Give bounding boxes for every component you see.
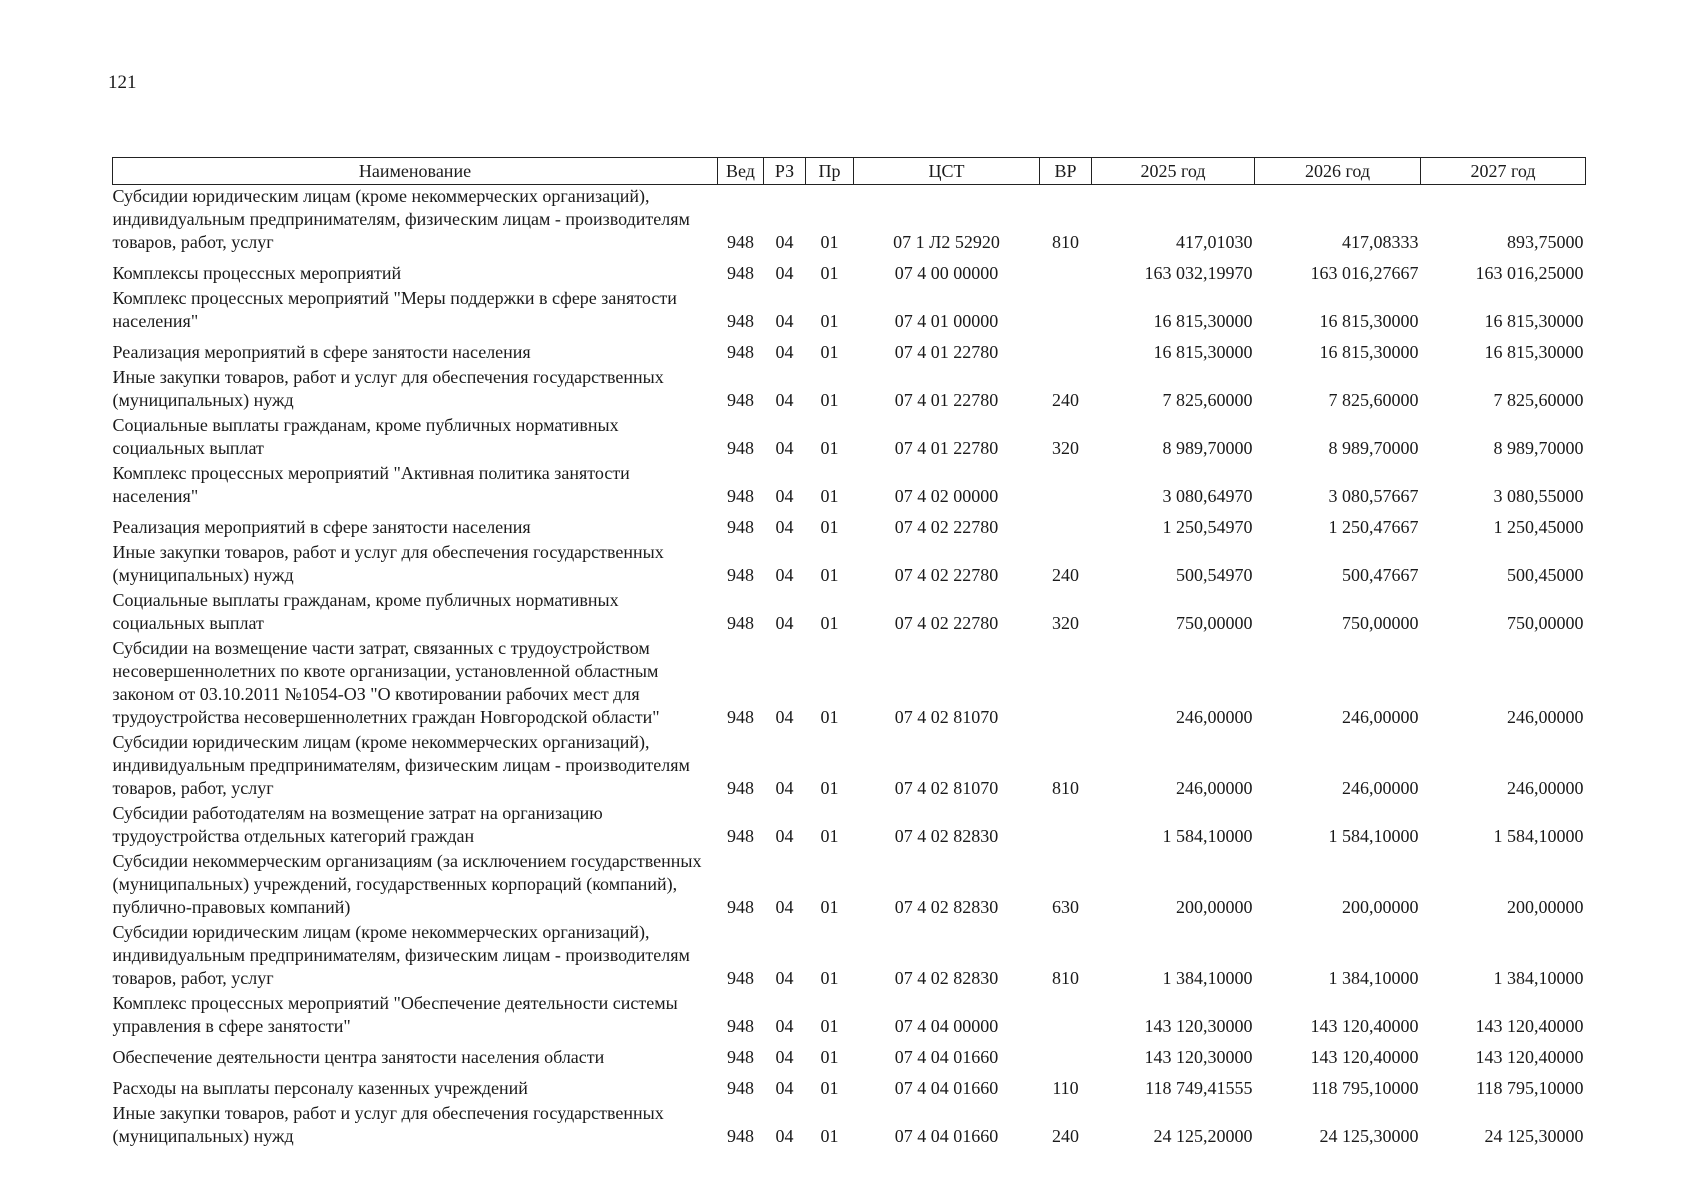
cell-2027: 7 825,60000	[1493, 390, 1584, 410]
table-row	[113, 287, 1586, 335]
cell-2027: 143 120,40000	[1475, 1016, 1584, 1036]
cell-ved: 948	[727, 826, 754, 846]
cell-2025: 163 032,19970	[1144, 263, 1253, 283]
cell-cst: 07 4 04 00000	[894, 1016, 999, 1036]
cell-2027: 16 815,30000	[1484, 342, 1584, 362]
cell-ved: 948	[727, 1078, 754, 1098]
cell-2026: 200,00000	[1342, 897, 1419, 917]
cell-pr: 01	[820, 565, 839, 585]
cell-cst: 07 4 01 22780	[894, 390, 999, 410]
cell-rz: 04	[775, 707, 794, 727]
cell-vr	[1040, 335, 1092, 366]
table-body	[113, 185, 1586, 1151]
table-row	[113, 731, 1586, 802]
table-row	[113, 414, 1586, 462]
cell-ved: 948	[727, 263, 754, 283]
cell-vr: 320	[1052, 438, 1079, 458]
table-header	[113, 158, 1586, 185]
cell-2026: 24 125,30000	[1319, 1126, 1419, 1146]
cell-cst: 07 4 02 00000	[894, 486, 999, 506]
cell-pr: 01	[820, 968, 839, 988]
cell-2025: 1 250,54970	[1162, 517, 1253, 537]
cell-2027: 16 815,30000	[1484, 311, 1584, 331]
table-row	[113, 185, 1586, 257]
cell-cst: 07 4 02 22780	[894, 613, 999, 633]
cell-pr: 01	[820, 1047, 839, 1067]
cell-cst: 07 4 01 00000	[894, 311, 999, 331]
cell-pr: 01	[820, 897, 839, 917]
cell-vr	[1040, 510, 1092, 541]
cell-pr: 01	[820, 263, 839, 283]
table-row	[113, 589, 1586, 637]
cell-pr: 01	[820, 1126, 839, 1146]
cell-vr: 240	[1052, 1126, 1079, 1146]
header-vr: ВР	[1040, 158, 1092, 185]
cell-2025: 143 120,30000	[1144, 1016, 1253, 1036]
cell-cst: 07 4 02 22780	[894, 565, 999, 585]
cell-name: Иные закупки товаров, работ и услуг для обеспечения государственных (муниципальных) нужд	[112, 542, 664, 585]
header-2025: 2025 год	[1092, 158, 1255, 185]
cell-2027: 200,00000	[1507, 897, 1584, 917]
cell-name: Субсидии на возмещение части затрат, связанных с трудоустройством несовершеннолетних по квоте организации, установленной областным законом от 03.10.2011 №1054-ОЗ "О квотировании рабочих мест для трудоустройства несовершеннолетних граждан Новгородской области"	[112, 638, 660, 727]
cell-cst: 07 4 02 82830	[894, 968, 999, 988]
cell-2025: 118 749,41555	[1145, 1078, 1253, 1098]
cell-vr: 630	[1052, 897, 1079, 917]
table-row	[113, 921, 1586, 992]
cell-2025: 417,01030	[1176, 232, 1253, 252]
table-row	[113, 335, 1586, 366]
cell-ved: 948	[727, 707, 754, 727]
cell-rz: 04	[775, 263, 794, 283]
cell-ved: 948	[727, 1126, 754, 1146]
cell-name: Субсидии юридическим лицам (кроме некоммерческих организаций), индивидуальным предпринимателям, физическим лицам - производителям товаров, работ, услуг	[112, 186, 690, 252]
cell-name: Социальные выплаты гражданам, кроме публичных нормативных социальных выплат	[112, 590, 619, 633]
cell-name: Комплекс процессных мероприятий "Меры поддержки в сфере занятости населения"	[112, 288, 677, 331]
cell-ved: 948	[727, 342, 754, 362]
cell-cst: 07 4 04 01660	[894, 1047, 999, 1067]
cell-2025: 16 815,30000	[1153, 342, 1253, 362]
cell-vr: 240	[1052, 565, 1079, 585]
cell-rz: 04	[775, 486, 794, 506]
cell-name: Обеспечение деятельности центра занятости населения области	[112, 1047, 605, 1067]
cell-2027: 1 584,10000	[1493, 826, 1584, 846]
header-rz: РЗ	[764, 158, 806, 185]
cell-pr: 01	[820, 232, 839, 252]
cell-2026: 143 120,40000	[1310, 1047, 1419, 1067]
cell-vr	[1040, 1040, 1092, 1071]
cell-rz: 04	[775, 232, 794, 252]
cell-name: Иные закупки товаров, работ и услуг для обеспечения государственных (муниципальных) нужд	[112, 1103, 664, 1146]
cell-ved: 948	[727, 1047, 754, 1067]
cell-2025: 500,54970	[1176, 565, 1253, 585]
cell-pr: 01	[820, 390, 839, 410]
cell-vr	[1040, 256, 1092, 287]
table-row	[113, 637, 1586, 731]
cell-2026: 8 989,70000	[1328, 438, 1419, 458]
cell-2027: 143 120,40000	[1475, 1047, 1584, 1067]
cell-2026: 163 016,27667	[1310, 263, 1419, 283]
cell-ved: 948	[727, 232, 754, 252]
cell-2027: 24 125,30000	[1484, 1126, 1584, 1146]
cell-ved: 948	[727, 778, 754, 798]
cell-2027: 246,00000	[1507, 778, 1584, 798]
budget-table	[112, 157, 1586, 1150]
cell-ved: 948	[727, 1016, 754, 1036]
cell-2026: 16 815,30000	[1319, 311, 1419, 331]
cell-rz: 04	[775, 517, 794, 537]
table-row	[113, 541, 1586, 589]
cell-ved: 948	[727, 517, 754, 537]
cell-pr: 01	[820, 311, 839, 331]
cell-vr	[1040, 637, 1092, 731]
cell-pr: 01	[820, 613, 839, 633]
table-row	[113, 1102, 1586, 1150]
cell-name: Субсидии некоммерческим организациям (за исключением государственных (муниципальных) учреждений, государственных корпораций (компаний), публично-правовых компаний)	[112, 851, 702, 917]
cell-2027: 893,75000	[1507, 232, 1584, 252]
cell-2026: 246,00000	[1342, 707, 1419, 727]
cell-rz: 04	[775, 1078, 794, 1098]
cell-ved: 948	[727, 438, 754, 458]
cell-rz: 04	[775, 613, 794, 633]
cell-rz: 04	[775, 342, 794, 362]
cell-rz: 04	[775, 438, 794, 458]
table-row	[113, 510, 1586, 541]
cell-cst: 07 4 02 22780	[894, 517, 999, 537]
cell-name: Реализация мероприятий в сфере занятости населения	[112, 342, 531, 362]
cell-pr: 01	[820, 438, 839, 458]
cell-pr: 01	[820, 826, 839, 846]
cell-vr: 810	[1052, 968, 1079, 988]
cell-pr: 01	[820, 342, 839, 362]
cell-cst: 07 4 04 01660	[894, 1126, 999, 1146]
cell-2025: 1 384,10000	[1162, 968, 1253, 988]
cell-vr: 320	[1052, 613, 1079, 633]
table-row	[113, 256, 1586, 287]
cell-cst: 07 4 02 81070	[894, 778, 999, 798]
cell-2025: 1 584,10000	[1162, 826, 1253, 846]
cell-pr: 01	[820, 517, 839, 537]
cell-ved: 948	[727, 613, 754, 633]
cell-cst: 07 4 04 01660	[894, 1078, 999, 1098]
cell-vr	[1040, 462, 1092, 510]
table-row	[113, 850, 1586, 921]
cell-ved: 948	[727, 968, 754, 988]
cell-2026: 417,08333	[1342, 232, 1419, 252]
cell-vr	[1040, 802, 1092, 850]
cell-2025: 246,00000	[1176, 707, 1253, 727]
header-cst: ЦСТ	[854, 158, 1040, 185]
table-row	[113, 802, 1586, 850]
cell-2026: 1 250,47667	[1328, 517, 1419, 537]
cell-rz: 04	[775, 565, 794, 585]
cell-2027: 500,45000	[1507, 565, 1584, 585]
cell-2025: 3 080,64970	[1162, 486, 1253, 506]
cell-2025: 8 989,70000	[1162, 438, 1253, 458]
cell-2026: 118 795,10000	[1311, 1078, 1419, 1098]
cell-pr: 01	[820, 1078, 839, 1098]
cell-name: Субсидии юридическим лицам (кроме некоммерческих организаций), индивидуальным предпринимателям, физическим лицам - производителям товаров, работ, услуг	[112, 922, 690, 988]
header-pr: Пр	[806, 158, 854, 185]
cell-2027: 750,00000	[1507, 613, 1584, 633]
cell-2026: 16 815,30000	[1319, 342, 1419, 362]
cell-name: Реализация мероприятий в сфере занятости населения	[112, 517, 531, 537]
cell-2025: 200,00000	[1176, 897, 1253, 917]
cell-cst: 07 4 02 82830	[894, 897, 999, 917]
cell-rz: 04	[775, 311, 794, 331]
cell-rz: 04	[775, 968, 794, 988]
cell-cst: 07 4 00 00000	[894, 263, 999, 283]
cell-2027: 246,00000	[1507, 707, 1584, 727]
cell-2027: 163 016,25000	[1475, 263, 1584, 283]
cell-cst: 07 4 01 22780	[894, 438, 999, 458]
cell-ved: 948	[727, 565, 754, 585]
header-2027: 2027 год	[1421, 158, 1586, 185]
table-row	[113, 462, 1586, 510]
cell-pr: 01	[820, 1016, 839, 1036]
cell-rz: 04	[775, 390, 794, 410]
cell-name: Комплекс процессных мероприятий "Активная политика занятости населения"	[112, 463, 630, 506]
cell-rz: 04	[775, 897, 794, 917]
cell-2026: 1 384,10000	[1328, 968, 1419, 988]
cell-pr: 01	[820, 707, 839, 727]
cell-cst: 07 4 02 81070	[894, 707, 999, 727]
cell-vr: 240	[1052, 390, 1079, 410]
cell-name: Субсидии работодателям на возмещение затрат на организацию трудоустройства отдельных категорий граждан	[112, 803, 603, 846]
cell-vr: 110	[1052, 1078, 1079, 1098]
cell-cst: 07 4 01 22780	[894, 342, 999, 362]
cell-name: Иные закупки товаров, работ и услуг для обеспечения государственных (муниципальных) нужд	[112, 367, 664, 410]
table-row	[113, 366, 1586, 414]
cell-2026: 500,47667	[1342, 565, 1419, 585]
cell-name: Расходы на выплаты персоналу казенных учреждений	[112, 1078, 528, 1098]
cell-rz: 04	[775, 1126, 794, 1146]
cell-2026: 750,00000	[1342, 613, 1419, 633]
cell-vr: 810	[1052, 778, 1079, 798]
cell-2025: 143 120,30000	[1144, 1047, 1253, 1067]
cell-2026: 246,00000	[1342, 778, 1419, 798]
cell-ved: 948	[727, 897, 754, 917]
cell-ved: 948	[727, 311, 754, 331]
cell-vr	[1040, 287, 1092, 335]
page-number: 121	[108, 72, 137, 93]
cell-pr: 01	[820, 486, 839, 506]
cell-name: Социальные выплаты гражданам, кроме публичных нормативных социальных выплат	[112, 415, 619, 458]
cell-rz: 04	[775, 826, 794, 846]
cell-vr: 810	[1052, 232, 1079, 252]
cell-2026: 143 120,40000	[1310, 1016, 1419, 1036]
cell-2026: 1 584,10000	[1328, 826, 1419, 846]
cell-vr	[1040, 992, 1092, 1040]
cell-rz: 04	[775, 778, 794, 798]
cell-pr: 01	[820, 778, 839, 798]
cell-2026: 3 080,57667	[1328, 486, 1419, 506]
header-2026: 2026 год	[1255, 158, 1421, 185]
header-ved: Вед	[718, 158, 764, 185]
cell-name: Комплекс процессных мероприятий "Обеспечение деятельности системы управления в сфере занятости"	[112, 993, 678, 1036]
cell-cst: 07 1 Л2 52920	[893, 232, 1000, 252]
cell-2027: 1 384,10000	[1493, 968, 1584, 988]
cell-2027: 3 080,55000	[1493, 486, 1584, 506]
cell-2025: 24 125,20000	[1153, 1126, 1253, 1146]
cell-2027: 8 989,70000	[1493, 438, 1584, 458]
cell-2027: 118 795,10000	[1476, 1078, 1584, 1098]
table-row	[113, 1040, 1586, 1071]
cell-2026: 7 825,60000	[1328, 390, 1419, 410]
cell-rz: 04	[775, 1016, 794, 1036]
header-name: Наименование	[113, 158, 718, 185]
cell-ved: 948	[727, 390, 754, 410]
cell-2027: 1 250,45000	[1493, 517, 1584, 537]
cell-2025: 7 825,60000	[1162, 390, 1253, 410]
cell-rz: 04	[775, 1047, 794, 1067]
table-row	[113, 1071, 1586, 1102]
cell-name: Комплексы процессных мероприятий	[112, 263, 402, 283]
cell-2025: 246,00000	[1176, 778, 1253, 798]
table-row	[113, 992, 1586, 1040]
cell-ved: 948	[727, 486, 754, 506]
cell-cst: 07 4 02 82830	[894, 826, 999, 846]
cell-2025: 750,00000	[1176, 613, 1253, 633]
cell-2025: 16 815,30000	[1153, 311, 1253, 331]
cell-name: Субсидии юридическим лицам (кроме некоммерческих организаций), индивидуальным предпринимателям, физическим лицам - производителям товаров, работ, услуг	[112, 732, 690, 798]
